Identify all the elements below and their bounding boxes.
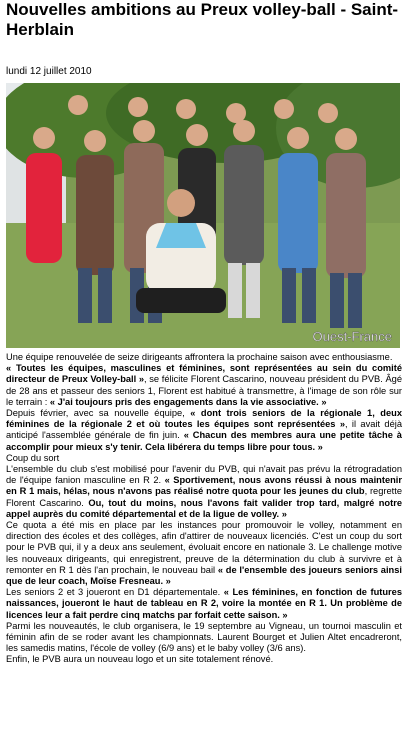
photo-credit: Ouest-France bbox=[312, 329, 392, 344]
paragraph: Ce quota a été mis en place par les instances pour promouvoir le volley, notamment en direction des écoles et des collèges, afin d'attirer de nouveaux licenciés. C'est un coup du sort pour le PVB qui, il y a deux ans seulement, évoluait encore en nationale 3. Le challenge motive les nouveaux dirigeants, qui enregistrent, preuve de la détermination du club à survivre et à remonter en R 1 dès l'an prochain, le nouveau bail « de l'ensemble des joueurs seniors ainsi que de leur coach, Moïse Fresneau. » bbox=[6, 520, 402, 587]
team-photo bbox=[6, 83, 400, 348]
article-body bbox=[6, 352, 402, 666]
paragraph: Les seniors 2 et 3 joueront en D1 départementale. « Les féminines, en fonction de futures naissances, joueront le haut de tableau en R 2, voire la montée en R 1. Un problème de licences leur a fait perdre cinq matchs par forfait cette saison. » bbox=[6, 587, 402, 620]
article-date: lundi 12 juillet 2010 bbox=[6, 66, 92, 77]
team-photo-illustration bbox=[6, 83, 400, 348]
subheading: Coup du sort bbox=[6, 452, 60, 463]
paragraph: Parmi les nouveautés, le club organisera, le 19 septembre au Vigneau, un tournoi masculin et féminin afin de se roder avant les championnats. Laurent Bourget et Julien Altet encadreront, les samedis matins, l'école de volley (6/9 ans) et le baby volley (3/6 ans). bbox=[6, 620, 402, 654]
paragraph: Depuis février, avec sa nouvelle équipe, « dont trois seniors de la régionale 1, deux féminines de la régionale 2 et où toutes les équipes sont représentées », il avait déjà anticipé l'assemblée générale de fin juin. « Chacun des membres aura une petite tâche à accomplir pour mieux s'y tenir. Cela libérera du temps libre pour tous. » bbox=[6, 408, 402, 452]
article-title: Nouvelles ambitions au Preux volley-ball - Saint-Herblain bbox=[6, 0, 399, 39]
paragraph: « Toutes les équipes, masculines et féminines, sont représentées au sein du comité directeur de Preux Volley-ball », se félicite Florent Cascarino, nouveau président du PVB. Âgé de 28 ans et passeur des seniors 1, Florent est habitué à transmettre, à l'image de son rôle sur le terrain : « J'ai toujours pris des engagements dans la vie associative. » bbox=[6, 363, 402, 407]
paragraph: Une équipe renouvelée de seize dirigeants affrontera la prochaine saison avec enthousiasme. bbox=[6, 352, 393, 362]
paragraph: Enfin, le PVB aura un nouveau logo et un site totalement rénové. bbox=[6, 654, 274, 665]
paragraph: L'ensemble du club s'est mobilisé pour l'avenir du PVB, qui n'avait pas prévu la rétrogradation de l'équipe fanion masculine en R 2. « Sportivement, nous avons réussi à nous maintenir en R 1 mais, hélas, nous n'avons pas réalisé notre quota pour les jeunes du club, regrette Florent Cascarino. Ou, tout du moins, nous l'avons fait valider trop tard, malgré notre appel auprès du comité départemental et de la ligue de volley. » bbox=[6, 464, 402, 519]
